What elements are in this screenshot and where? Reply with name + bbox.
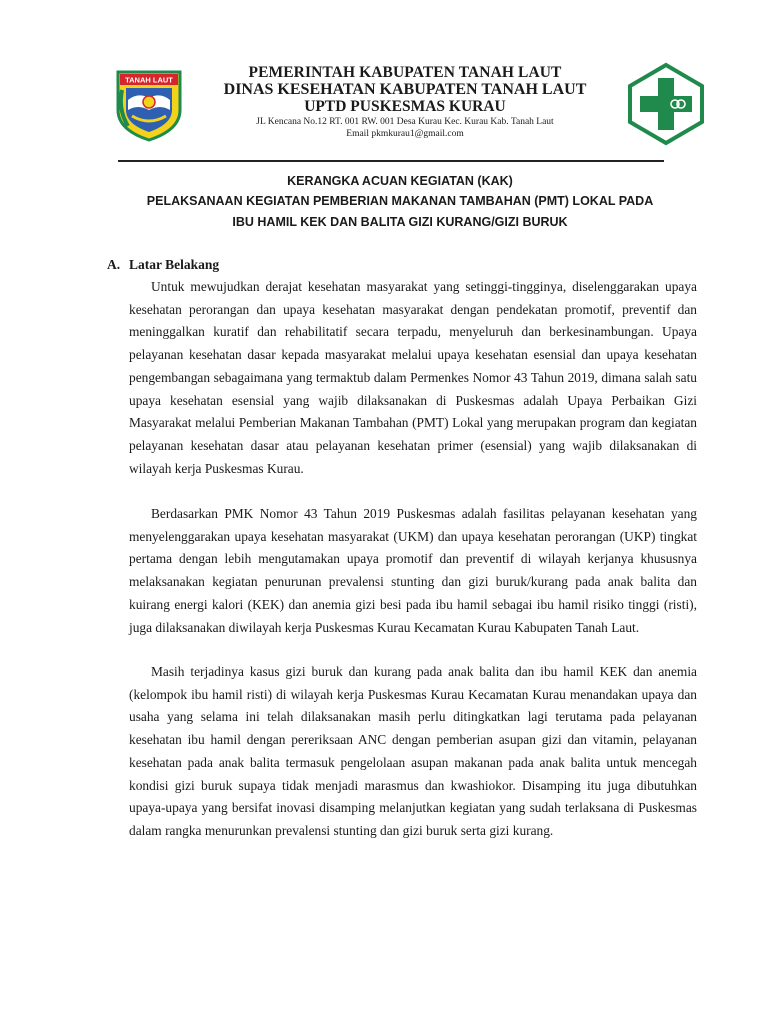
body-paragraph-2: Berdasarkan PMK Nomor 43 Tahun 2019 Puskesmas adalah fasilitas pelayanan kesehatan yang menyelenggarakan upaya kesehatan masyarakat (UKM) dan upaya kesehatan perorangan (UKP) tingkat pertama dengan lebih mengutamakan upaya promotif dan preventif di wilayah kerjanya khususnya melaksanakan kegiatan penurunan prevalensi stunting dan gizi buruk/kurang pada anak balita dan kuirang energi kalori (KEK) dan anemia gizi besi pada ibu hamil sebagai ibu hamil risiko tinggi (risti), juga dilaksanakan diwilayah kerja Puskesmas Kurau Kecamatan Kurau Kabupaten Tanah Laut. — [129, 506, 697, 635]
section-number: A. — [107, 257, 121, 272]
letterhead-email: Email pkmkurau1@gmail.com — [346, 129, 464, 139]
puskesmas-logo-icon — [625, 62, 707, 146]
section-title: Latar Belakang — [129, 257, 220, 272]
body-paragraph-3: Masih terjadinya kasus gizi buruk dan kurang pada anak balita dan ibu hamil KEK dan anemia (kelompok ibu hamil risti) di wilayah kerja Puskesmas Kurau Kecamatan Kurau menandakan upaya dan usaha yang selama ini telah dilaksanakan masih perlu ditingkatkan lagi terutama pada pelayanan kesehatan ibu hamil dengan pereriksaan ANC dengan pemberian asupan gizi dan vitamin, pelayanan kesehatan pada anak balita termasuk pengelolaan asupan makanan pada anak balita untuk mencegah kondisi gizi buruk supaya tidak menjadi marasmus dan kwashiokor. Disamping itu juga dibutuhkan upaya-upaya yang bersifat inovasi disamping melanjutkan kegiatan yang sudah terlaksana di Puskesmas dalam rangka menurunkan prevalensi stunting dan gizi buruk serta gizi kurang. — [129, 664, 697, 838]
document-subtitle-line-2: IBU HAMIL KEK DAN BALITA GIZI KURANG/GIZI BURUK — [232, 215, 568, 229]
document-title: KERANGKA ACUAN KEGIATAN (KAK) — [287, 174, 513, 188]
tanah-laut-emblem-icon — [114, 70, 184, 142]
letterhead-divider — [118, 160, 664, 162]
section-heading — [107, 257, 219, 273]
letterhead-agency: DINAS KESEHATAN KABUPATEN TANAH LAUT — [223, 81, 587, 98]
emblem-label: TANAH LAUT — [125, 75, 173, 85]
body-paragraph-1: Untuk mewujudkan derajat kesehatan masyarakat yang setinggi-tingginya, diselenggarakan upaya kesehatan perorangan dan upaya kesehatan masyarakat dengan pendekatan promotif, preventif dan meninggalkan kuratif dan rehabilitatif secara terpadu, menyeluruh dan berkesinambungan. Upaya pelayanan kesehatan dasar kepada masyarakat melalui upaya kesehatan esensial dan upaya kesehatan pengembangan sebagaimana yang termaktub dalam Permenkes Nomor 43 Tahun 2019, dimana salah satu upaya kesehatan esensial yang wajib dilaksanakan di Puskesmas adalah Upaya Perbaikan Gizi Masyarakat melalui Pemberian Makanan Tambahan (PMT) Lokal yang merupakan program dan kegiatan pelayanan kesehatan dasar atau pelayanan kesehatan primer (esensial) yang wajib dilaksanakan di wilayah kerja Puskesmas Kurau. — [129, 279, 697, 476]
letterhead-unit: UPTD PUSKESMAS KURAU — [304, 98, 506, 115]
document-subtitle-line-1: PELAKSANAAN KEGIATAN PEMBERIAN MAKANAN TAMBAHAN (PMT) LOKAL PADA — [146, 194, 654, 208]
letterhead-government: PEMERINTAH KABUPATEN TANAH LAUT — [248, 64, 562, 81]
letterhead-address: JL Kencana No.12 RT. 001 RW. 001 Desa Kurau Kec. Kurau Kab. Tanah Laut — [256, 117, 554, 127]
letterhead-contact — [190, 116, 620, 140]
